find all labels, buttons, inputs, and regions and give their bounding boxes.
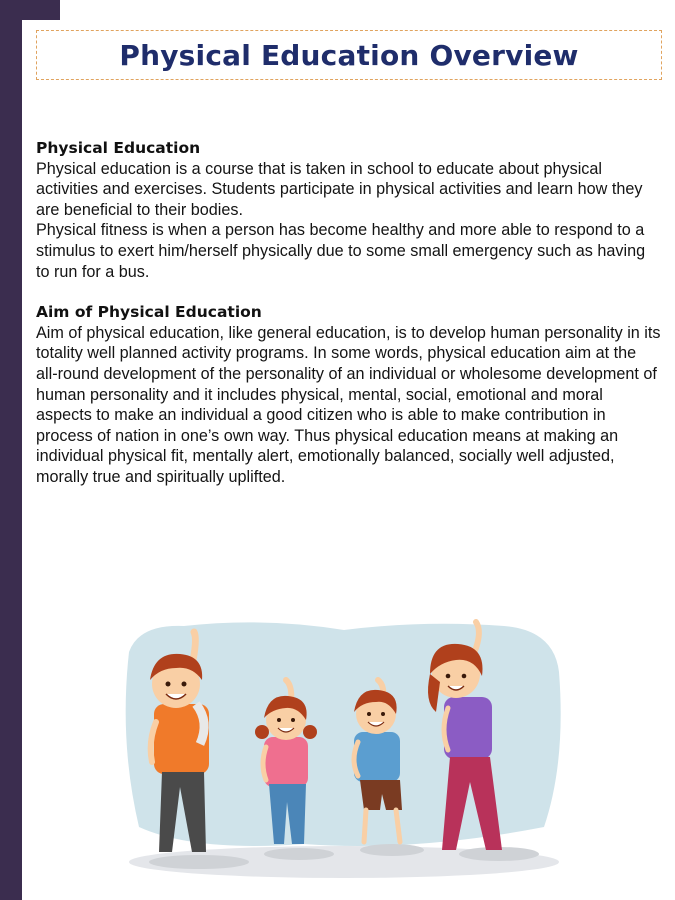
page-title: Physical Education Overview <box>119 38 579 72</box>
section-physical-education <box>36 138 661 282</box>
family-exercise-illustration <box>114 612 564 887</box>
section-aim <box>36 302 661 487</box>
section-heading: Aim of Physical Education <box>36 303 262 322</box>
section-paragraph: Physical fitness is when a person has become healthy and more able to respond to a stimulus to exert him/herself physically due to some small emergency such as having to run for a bus. <box>36 221 646 281</box>
section-heading: Physical Education <box>36 139 201 157</box>
title-box <box>36 30 662 80</box>
left-accent-bar <box>0 0 22 900</box>
section-paragraph: Physical education is a course that is taken in school to educate about physical activities and exercises. Students participate in physical activities and learn how they are beneficial to their bodies. <box>36 159 643 219</box>
main-content <box>36 138 661 508</box>
top-accent-notch <box>22 0 60 20</box>
section-paragraph: Aim of physical education, like general education, is to develop human personality in its totality well planned activity programs. In some words, physical education aim at the all-round development of the personality of an individual or wholesome development of human personality and it includes physical, mental, social, emotional and moral aspects to make an individual a good citizen who is able to make contribution in process of nation in one’s own way. Thus physical education means at making an individual physical fit, mentally alert, emotionally balanced, socially well adjusted, morally true and spiritually uplifted. <box>36 323 661 486</box>
